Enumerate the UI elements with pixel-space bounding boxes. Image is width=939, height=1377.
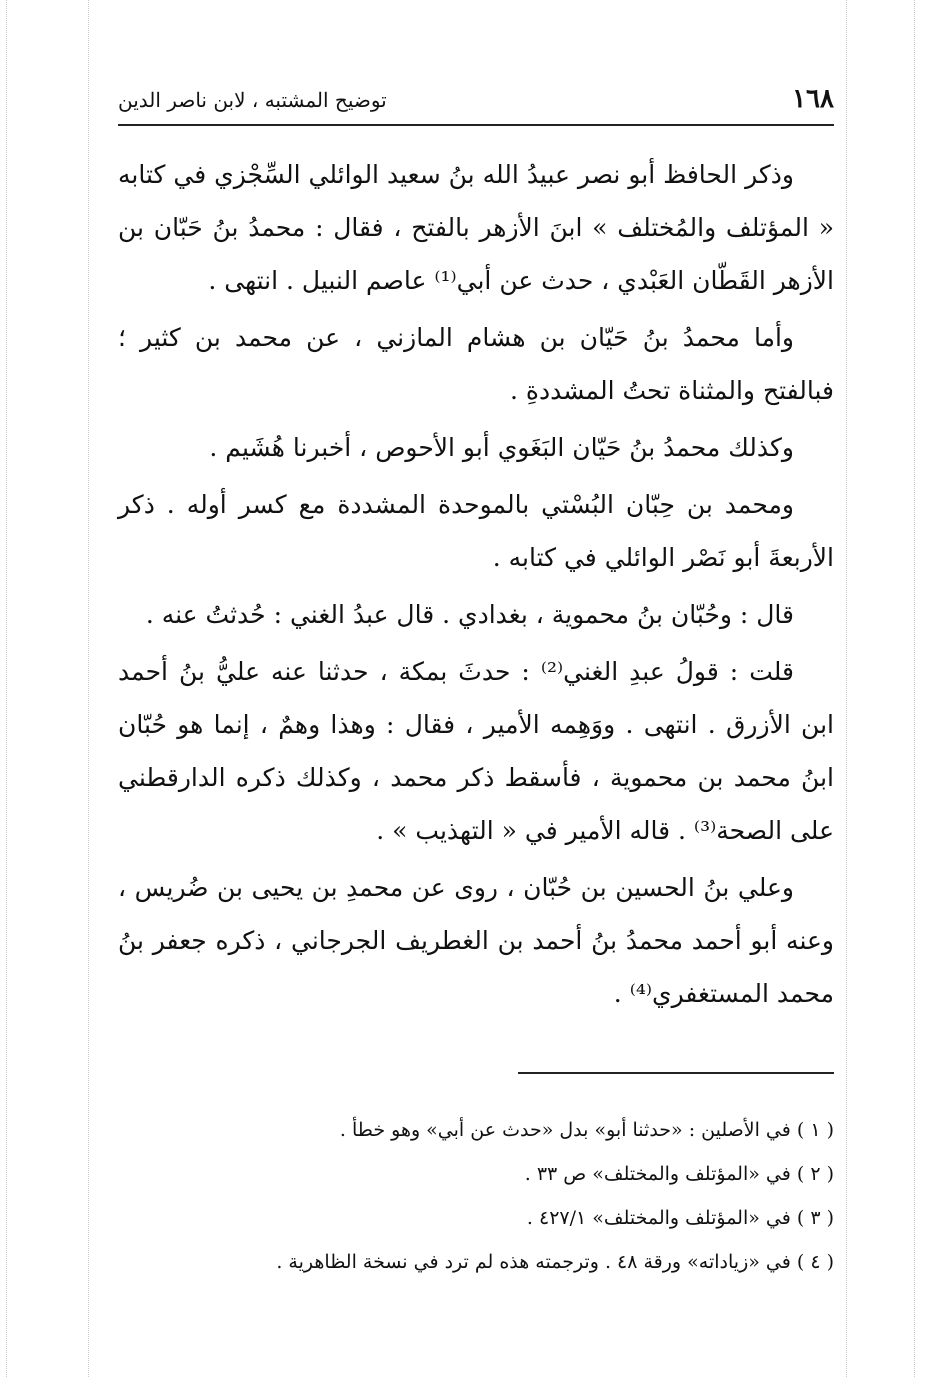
- scan-dotted-line: [914, 0, 915, 1377]
- paragraph: وكذلك محمدُ بنُ حَيّان البَغَوي أبو الأحوص ، أخبرنا هُشَيم .: [209, 433, 794, 462]
- scan-dotted-line: [846, 0, 847, 1377]
- footnotes: [118, 1108, 834, 1284]
- paragraph: وأما محمدُ بنُ حَيّان بن هشام المازني ، عن محمد بن كثير ؛ فبالفتح والمثناة تحتُ المشددةِ .: [118, 323, 834, 405]
- scan-dotted-line: [88, 0, 89, 1377]
- footnote-3: ( ٣ ) في «المؤتلف والمختلف» ٤٢٧/١ .: [526, 1207, 834, 1229]
- paragraph: وذكر الحافظ أبو نصر عبيدُ الله بنُ سعيد الوائلي السِّجْزي في كتابه « المؤتلف والمُختلف » ابنَ الأزهر بالفتح ، فقال : محمدُ بنُ حَبّان بن الأزهر القَطّان العَبْدي ، حدث عن أبي⁽¹⁾ عاصم النبيل . انتهى .: [118, 160, 834, 295]
- footnote-4: ( ٤ ) في «زياداته» ورقة ٤٨ . وترجمته هذه لم ترد في نسخة الظاهرية .: [276, 1251, 834, 1273]
- scan-dotted-line: [6, 0, 7, 1377]
- page-header: [118, 78, 834, 126]
- running-title: توضيح المشتبه ، لابن ناصر الدين: [118, 88, 387, 112]
- paragraph: وعلي بنُ الحسين بن حُبّان ، روى عن محمدِ بن يحيى بن ضُريس ، وعنه أبو أحمد محمدُ بنُ أحمد بن الغطريف الجرجاني ، ذكره جعفر بنُ محمد المستغفري⁽⁴⁾ .: [118, 873, 834, 1008]
- page-number: ١٦٨: [792, 84, 834, 114]
- paragraph: قال : وحُبّان بنُ محموية ، بغدادي . قال عبدُ الغني : حُدثتُ عنه .: [145, 600, 794, 629]
- footnote-separator: [518, 1072, 834, 1074]
- footnote-2: ( ٢ ) في «المؤتلف والمختلف» ص ٣٣ .: [524, 1163, 834, 1185]
- main-text: [118, 148, 834, 1024]
- footnote-1: ( ١ ) في الأصلين : «حدثنا أبو» بدل «حدث عن أبي» وهو خطأ .: [339, 1119, 834, 1141]
- paragraph: قلت : قولُ عبدِ الغني⁽²⁾ : حدثَ بمكة ، حدثنا عنه عليُّ بنُ أحمد ابن الأزرق . انتهى . ووَهِمه الأمير ، فقال : وهذا وهمٌ ، إنما هو حُبّان ابنُ محمد بن محموية ، فأسقط ذكر محمد ، وكذلك ذكره الدارقطني على الصحة⁽³⁾ . قاله الأمير في « التهذيب » .: [118, 657, 834, 845]
- paragraph: ومحمد بن حِبّان البُسْتي بالموحدة المشددة مع كسر أوله . ذكر الأربعةَ أبو نَصْر الوائلي في كتابه .: [118, 490, 834, 572]
